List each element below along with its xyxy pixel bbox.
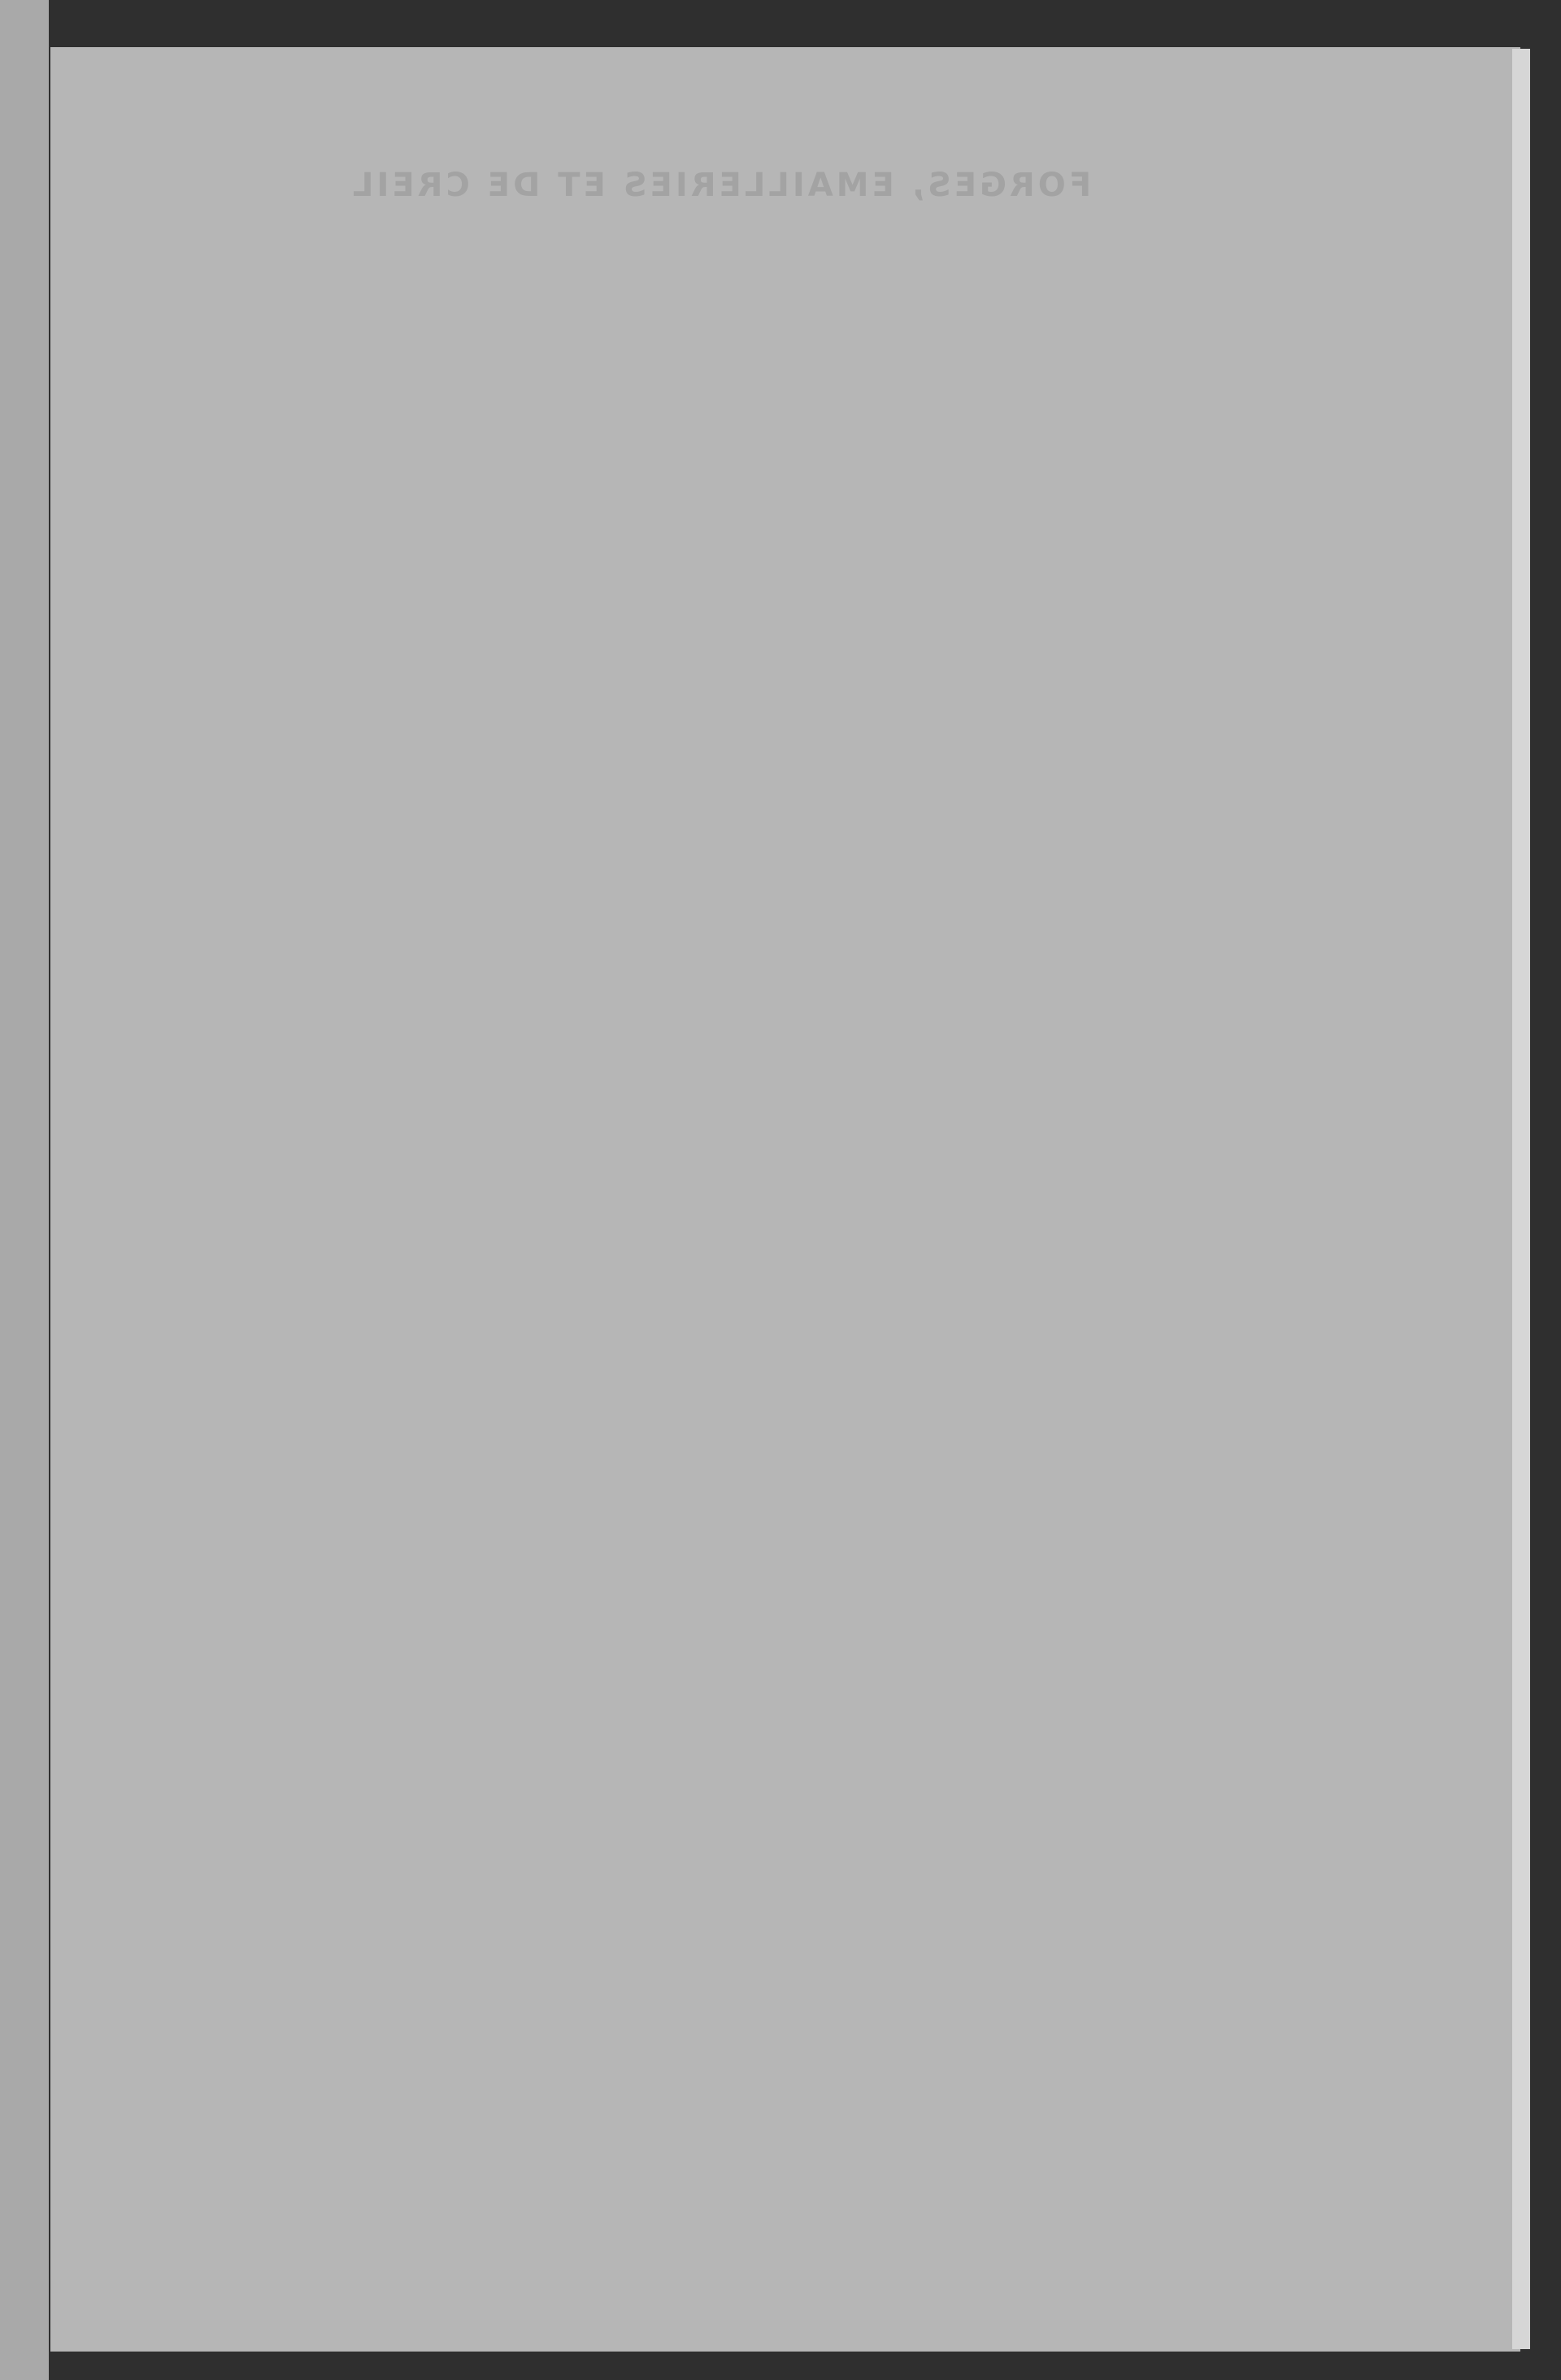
document-page [50,47,1520,2352]
obligations-paragraph [140,782,1343,793]
service-paragraph [140,1062,1343,1068]
page-edge-right [1512,49,1530,2349]
adjacent-page-edge [0,0,49,2380]
capital-paragraph [140,611,1343,618]
bleed-through-text: FORGES, EMAILLERIES ET DE CREIL [350,167,1092,204]
